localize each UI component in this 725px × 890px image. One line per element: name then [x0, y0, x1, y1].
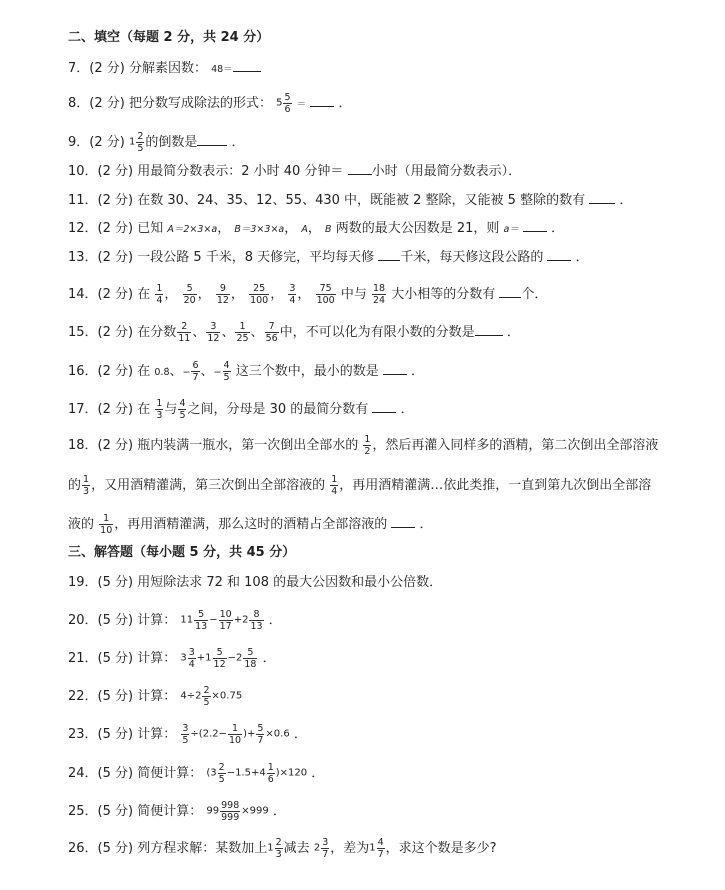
question-15: [68, 321, 520, 344]
question-16: [68, 360, 424, 383]
q22-expr-1: 4÷2: [180, 690, 202, 702]
q7-expr: 48＝: [211, 64, 233, 75]
q17-text-3: 之间，分母是 30 的最简分数有: [187, 402, 369, 417]
q17-text: 17．(2 分) 在: [68, 402, 151, 417]
section-2-heading: 二、填空（每题 2 分，共 24 分）: [68, 30, 270, 45]
q16-minus-2: −: [213, 367, 222, 378]
q7-blank: [233, 71, 261, 72]
q22-text: 22．(5 分) 计算：: [68, 689, 177, 704]
q20-text: 20．(5 分) 计算：: [68, 613, 177, 628]
q21-fraction-1: $\frac{3}{4}$: [188, 647, 195, 670]
q18-text-6: 液的: [68, 517, 95, 532]
q20-fraction-3: $\frac{8}{13}$: [250, 609, 263, 632]
q14-fraction-5: $\frac{3}{4}$: [289, 283, 296, 306]
q26-text-3: ，差为: [330, 841, 370, 856]
q9-fraction: $\frac{2}{5}$: [137, 131, 144, 154]
q14-fraction-6: $\frac{75}{100}$: [316, 283, 335, 306]
q13-blank-1: [378, 260, 400, 261]
q16-minus-1: −: [182, 367, 191, 378]
question-23: [68, 723, 307, 746]
q12-sep-2: ，: [284, 221, 298, 236]
q14-sep: ，: [270, 287, 284, 302]
q9-text-2: 的倒数是: [145, 135, 198, 150]
q18-text-3: 的: [68, 478, 82, 493]
q16-fraction-2: $\frac{4}{5}$: [223, 360, 230, 383]
question-26: [68, 837, 497, 860]
q26-whole-2: 2: [313, 842, 321, 854]
q16-sep-2: 、: [200, 364, 214, 379]
q9-blank: [197, 145, 227, 146]
q24-expr-3: )×120: [275, 767, 308, 779]
q15-text: 15．(2 分) 在分数: [68, 325, 177, 340]
q14-fraction-4: $\frac{25}{100}$: [250, 283, 269, 306]
question-8: [68, 92, 351, 115]
q16-decimal: 0.8̇: [154, 367, 170, 378]
q26-fraction-1: $\frac{2}{3}$: [275, 837, 282, 860]
q26-fraction-2: $\frac{3}{7}$: [322, 837, 329, 860]
question-7: [68, 61, 261, 78]
question-21: [68, 647, 276, 670]
q23-expr-2: )+: [243, 728, 256, 740]
q8-eq: ＝: [296, 99, 307, 110]
q26-text-2: 减去: [283, 841, 310, 856]
q17-blank: [372, 412, 396, 413]
q26-text: 26．(5 分) 列方程求解：某数加上: [68, 841, 268, 856]
q15-fraction-3: $\frac{1}{25}$: [236, 321, 249, 344]
q24-fraction-2: $\frac{1}{6}$: [267, 762, 274, 785]
q26-fraction-3: $\frac{4}{7}$: [377, 837, 384, 860]
question-20: [68, 609, 282, 632]
q11-text: 11．(2 分) 在数 30、24、35、12、55、430 中，既能被 2 整除，又能被 5 整除的数有: [68, 193, 586, 208]
q17-fraction-2: $\frac{4}{5}$: [179, 398, 186, 421]
q25-fraction-1: $\frac{998}{999}$: [221, 800, 240, 823]
q21-end: ．: [262, 651, 276, 666]
question-10: [68, 164, 521, 180]
q18-text-7: ，再用酒精灌满，那么这时的酒精占全部溶液的: [114, 517, 388, 532]
q18-fraction-3: $\frac{1}{4}$: [331, 474, 338, 497]
q14-text-2: 中与: [340, 287, 367, 302]
q10-blank: [348, 174, 372, 175]
q15-blank: [475, 335, 503, 336]
question-18-line-1: [68, 434, 658, 457]
q12-var-a: A: [301, 224, 308, 235]
q12-expr-b: B＝3×3×a: [234, 224, 285, 235]
question-11: [68, 193, 632, 209]
q24-text: 24．(5 分) 简便计算：: [68, 766, 203, 781]
q21-fraction-2: $\frac{5}{12}$: [213, 647, 226, 670]
q15-end: ．: [506, 325, 520, 340]
q21-whole-1: 3: [180, 652, 187, 664]
q15-sep: 、: [221, 325, 235, 340]
q14-text: 14．(2 分) 在: [68, 287, 151, 302]
question-25: [68, 800, 286, 823]
q8-text: 8．(2 分) 把分数写成除法的形式：: [68, 96, 272, 111]
q8-blank: [310, 106, 334, 107]
question-17: [68, 398, 414, 421]
q23-text: 23．(5 分) 计算：: [68, 727, 177, 742]
q14-sep: ，: [197, 287, 211, 302]
q13-text: 13．(2 分) 一段公路 5 千米，8 天修完，平均每天修: [68, 250, 375, 265]
q18-fraction-2: $\frac{1}{3}$: [83, 474, 90, 497]
q14-fraction-ref: $\frac{18}{24}$: [373, 283, 386, 306]
question-18-line-3: [68, 513, 433, 536]
q14-fraction-2: $\frac{5}{20}$: [183, 283, 196, 306]
q17-text-2: 与: [164, 402, 178, 417]
q10-text-2: 小时（用最简分数表示）．: [371, 164, 522, 179]
question-14: [68, 283, 547, 306]
q15-fraction-1: $\frac{2}{11}$: [178, 321, 191, 344]
question-13: [68, 250, 589, 266]
q13-end: ．: [575, 250, 589, 265]
q18-text-4: ，又用酒精灌满，第三次倒出全部溶液的: [91, 478, 326, 493]
q26-whole-3: 1: [369, 842, 376, 854]
q12-expr-a: A＝2×3×a: [167, 224, 218, 235]
q12-sep-1: ，: [217, 221, 231, 236]
q14-fraction-3: $\frac{9}{12}$: [216, 283, 229, 306]
q16-fraction-1: $\frac{6}{7}$: [192, 360, 199, 383]
q18-end: ．: [419, 517, 433, 532]
question-22: [68, 685, 242, 708]
q20-whole-1: 11: [180, 614, 194, 626]
q23-fraction-3: $\frac{5}{7}$: [257, 723, 264, 746]
q24-end: ．: [311, 766, 325, 781]
q11-blank: [589, 203, 615, 204]
q20-fraction-2: $\frac{10}{17}$: [219, 609, 232, 632]
q8-whole: 5: [276, 97, 283, 109]
question-24: [68, 762, 324, 785]
q16-end: ．: [410, 364, 424, 379]
q12-blank: [523, 231, 547, 232]
q13-blank-2: [547, 260, 571, 261]
question-12: [68, 221, 564, 238]
q12-sep-3: ，: [307, 221, 321, 236]
q15-fraction-2: $\frac{3}{12}$: [207, 321, 220, 344]
q14-blank: [499, 297, 521, 298]
q20-end: ．: [268, 613, 282, 628]
q10-text: 10．(2 分) 用最简分数表示：2 小时 40 分钟＝: [68, 164, 344, 179]
q11-end: ．: [619, 193, 633, 208]
q24-expr-1: (3: [206, 767, 217, 779]
q20-fraction-1: $\frac{5}{13}$: [195, 609, 208, 632]
question-9: [68, 131, 245, 154]
q18-fraction-1: $\frac{1}{2}$: [364, 434, 371, 457]
q9-text: 9．(2 分): [68, 135, 125, 150]
q9-end: ．: [231, 135, 245, 150]
q16-text-2: 这三个数中，最小的数是: [235, 364, 379, 379]
q20-op-1: −: [209, 614, 218, 626]
q23-fraction-2: $\frac{1}{10}$: [228, 723, 242, 746]
q26-whole-1: 1: [267, 842, 274, 854]
q26-text-4: ，求这个数是多少?: [385, 841, 497, 856]
q23-expr-1: ÷(2.2−: [190, 728, 227, 740]
q16-blank: [383, 374, 407, 375]
q20-op-2: +2: [233, 614, 249, 626]
q8-fraction: $\frac{5}{6}$: [284, 92, 291, 115]
q9-whole: 1: [128, 136, 136, 148]
q22-expr-2: ×0.75: [211, 690, 243, 702]
q18-fraction-4: $\frac{1}{10}$: [100, 513, 113, 536]
q12-end: ．: [551, 221, 565, 236]
question-19: 19．(5 分) 用短除法求 72 和 108 的最大公因数和最小公倍数．: [68, 575, 443, 590]
q18-text-2: ，然后再灌入同样多的酒精，第二次倒出全部溶液: [372, 438, 659, 453]
q24-expr-2: −1.5+4: [226, 767, 266, 779]
q15-fraction-4: $\frac{7}{56}$: [265, 321, 278, 344]
q22-fraction-1: $\frac{2}{5}$: [203, 685, 210, 708]
q15-sep: 、: [192, 325, 206, 340]
q14-text-3: 大小相等的分数有: [391, 287, 496, 302]
q21-op-1: +1: [196, 652, 212, 664]
q13-text-2: 千米，每天修这段公路的: [400, 250, 544, 265]
q16-sep-1: 、: [169, 364, 183, 379]
q25-text: 25．(5 分) 简便计算：: [68, 804, 203, 819]
q25-expr-2: ×999: [241, 805, 269, 817]
q14-sep: ，: [164, 287, 178, 302]
q21-fraction-3: $\frac{5}{18}$: [244, 647, 257, 670]
q23-fraction-1: $\frac{3}{5}$: [182, 723, 189, 746]
q18-blank: [391, 527, 415, 528]
q15-text-2: 中，不可以化为有限小数的分数是: [279, 325, 475, 340]
q23-expr-3: ×0.6: [265, 728, 290, 740]
q17-end: ．: [400, 402, 414, 417]
q21-op-2: −2: [227, 652, 243, 664]
q24-fraction-1: $\frac{2}{5}$: [218, 762, 225, 785]
q8-end: ．: [338, 96, 352, 111]
q25-expr-1: 99: [206, 805, 220, 817]
q14-sep: ，: [297, 287, 311, 302]
section-3-heading: 三、解答题（每小题 5 分，共 45 分）: [68, 545, 296, 560]
q16-text: 16．(2 分) 在: [68, 364, 151, 379]
q14-end: 个．: [521, 287, 548, 302]
q23-end: ．: [293, 727, 307, 742]
q25-end: ．: [272, 804, 286, 819]
q14-sep: ，: [230, 287, 244, 302]
q18-text-1: 18．(2 分) 瓶内装满一瓶水，第一次倒出全部水的: [68, 438, 359, 453]
q12-text: 12．(2 分) 已知: [68, 221, 164, 236]
q18-text-5: ，再用酒精灌满…依此类推，一直到第九次倒出全部溶: [339, 478, 652, 493]
q14-fraction-1: $\frac{1}{4}$: [156, 283, 163, 306]
q21-text: 21．(5 分) 计算：: [68, 651, 177, 666]
q12-text-2: 两数的最大公因数是 21，则: [335, 221, 500, 236]
q12-var-a-eq: a＝: [503, 224, 519, 235]
q15-sep: 、: [250, 325, 264, 340]
q17-fraction-1: $\frac{1}{3}$: [156, 398, 163, 421]
q7-text: 7．(2 分) 分解素因数：: [68, 61, 207, 76]
question-18-line-2: [68, 474, 651, 497]
q12-var-b: B: [325, 224, 332, 235]
